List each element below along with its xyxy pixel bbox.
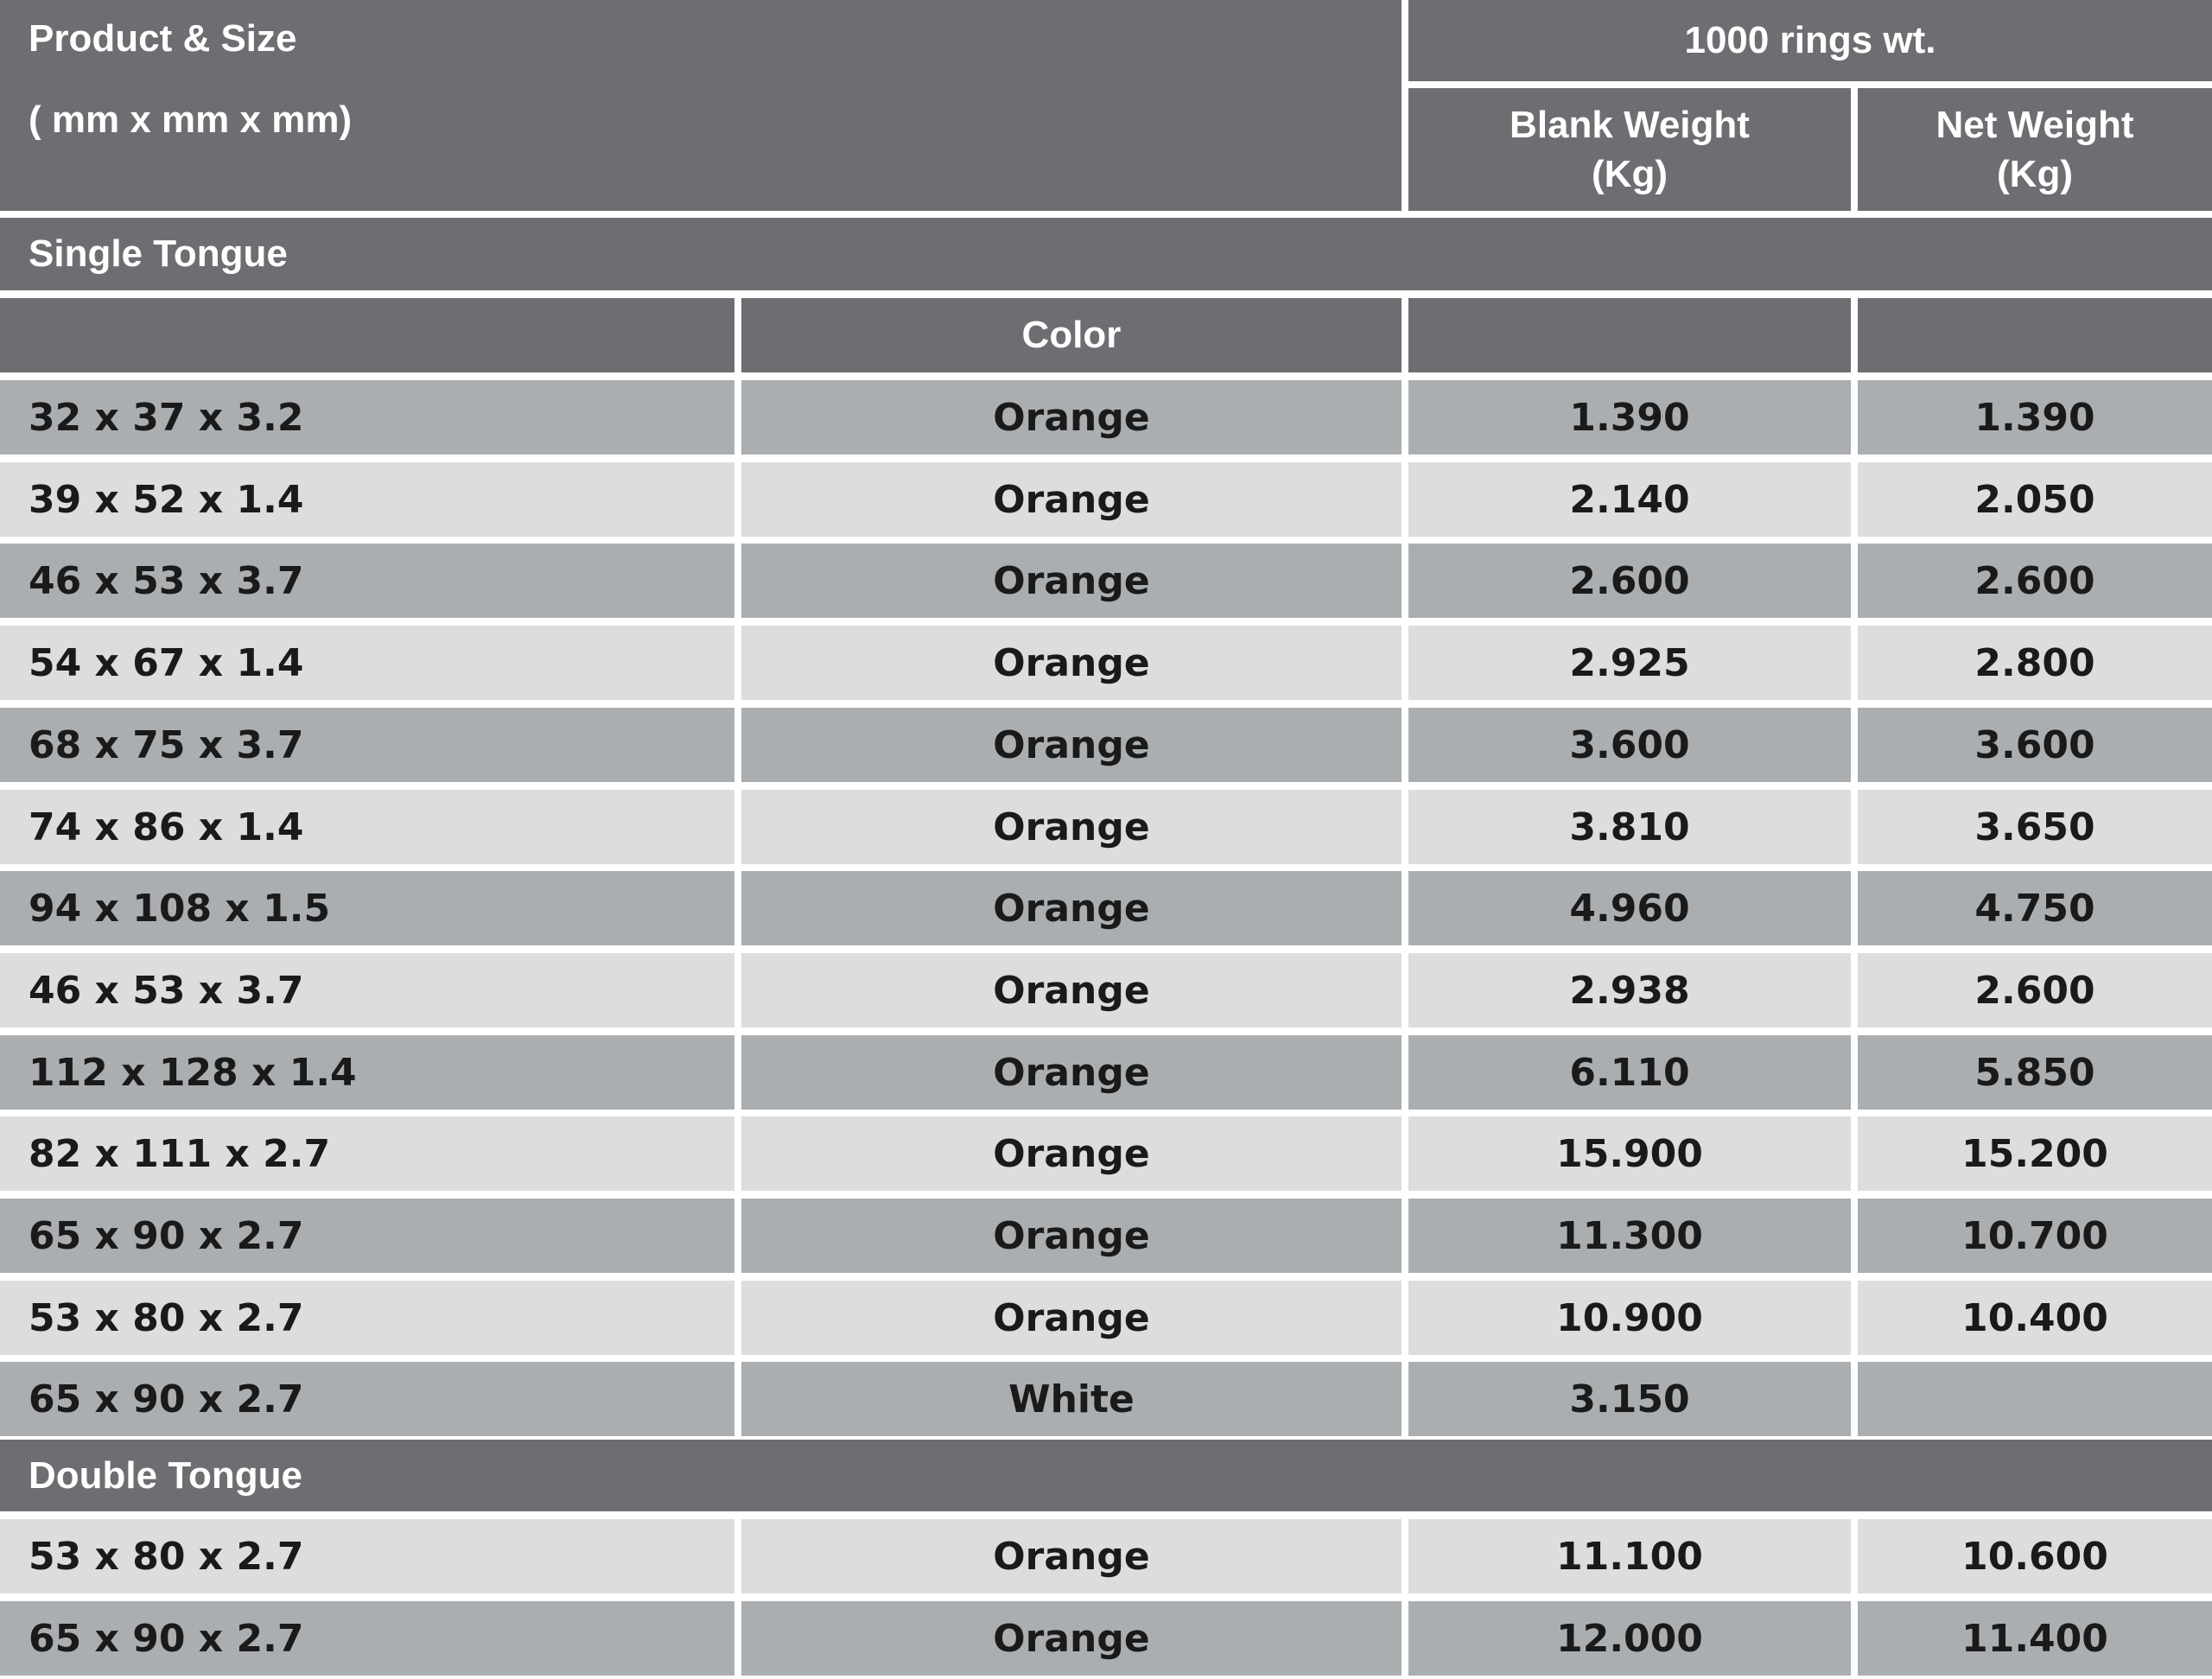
color-cell: Orange: [741, 1281, 1402, 1355]
net-weight-unit: (Kg): [1997, 153, 2073, 195]
net-weight-cell: 10.600: [1858, 1519, 2212, 1593]
net-weight-cell: 1.390: [1858, 380, 2212, 455]
blank-weight-cell: 15.900: [1408, 1116, 1851, 1191]
net-weight-cell: 2.050: [1858, 462, 2212, 537]
blank-weight-cell: 2.938: [1408, 953, 1851, 1027]
product-size-label: Product & Size: [29, 17, 297, 60]
net-weight-cell: [1858, 1362, 2212, 1436]
blank-weight-cell: 3.600: [1408, 708, 1851, 782]
blank-weight-label: Blank Weight: [1510, 104, 1750, 146]
net-weight-cell: 4.750: [1858, 871, 2212, 945]
net-weight-cell: 11.400: [1858, 1601, 2212, 1676]
subheader-blank-cell: [0, 298, 734, 372]
size-cell: 68 x 75 x 3.7: [0, 708, 734, 782]
blank-weight-cell: 10.900: [1408, 1281, 1851, 1355]
product-size-header: [0, 0, 1402, 211]
units-label: ( mm x mm x mm): [29, 99, 353, 141]
blank-weight-cell: 2.140: [1408, 462, 1851, 537]
net-weight-cell: 2.600: [1858, 953, 2212, 1027]
color-cell: Orange: [741, 462, 1402, 537]
blank-weight-cell: 3.810: [1408, 790, 1851, 864]
section-title: Double Tongue: [0, 1440, 2212, 1511]
net-weight-cell: 3.650: [1858, 790, 2212, 864]
color-cell: Orange: [741, 790, 1402, 864]
size-cell: 112 x 128 x 1.4: [0, 1035, 734, 1110]
subheader-blank-cell: [1858, 298, 2212, 372]
net-weight-cell: 15.200: [1858, 1116, 2212, 1191]
color-cell: Orange: [741, 708, 1402, 782]
size-cell: 46 x 53 x 3.7: [0, 544, 734, 618]
size-cell: 54 x 67 x 1.4: [0, 626, 734, 700]
size-cell: 53 x 80 x 2.7: [0, 1281, 734, 1355]
color-cell: White: [741, 1362, 1402, 1436]
color-header: Color: [741, 298, 1402, 372]
net-weight-label: Net Weight: [1936, 104, 2134, 146]
color-cell: Orange: [741, 953, 1402, 1027]
color-cell: Orange: [741, 1199, 1402, 1273]
net-weight-cell: 2.600: [1858, 544, 2212, 618]
blank-weight-cell: 2.600: [1408, 544, 1851, 618]
color-cell: Orange: [741, 1519, 1402, 1593]
color-cell: Orange: [741, 1035, 1402, 1110]
blank-weight-cell: 4.960: [1408, 871, 1851, 945]
subheader-blank-cell: [1408, 298, 1851, 372]
color-cell: Orange: [741, 871, 1402, 945]
size-cell: 65 x 90 x 2.7: [0, 1601, 734, 1676]
blank-weight-cell: 2.925: [1408, 626, 1851, 700]
color-cell: Orange: [741, 1601, 1402, 1676]
blank-weight-cell: 3.150: [1408, 1362, 1851, 1436]
blank-weight-cell: 12.000: [1408, 1601, 1851, 1676]
net-weight-cell: 2.800: [1858, 626, 2212, 700]
net-weight-cell: 3.600: [1858, 708, 2212, 782]
size-cell: 39 x 52 x 1.4: [0, 462, 734, 537]
group-header-1000-rings: 1000 rings wt.: [1408, 0, 2212, 81]
blank-weight-header: [1408, 88, 1851, 211]
blank-weight-cell: 6.110: [1408, 1035, 1851, 1110]
blank-weight-cell: 11.100: [1408, 1519, 1851, 1593]
net-weight-cell: 10.700: [1858, 1199, 2212, 1273]
size-cell: 46 x 53 x 3.7: [0, 953, 734, 1027]
size-cell: 74 x 86 x 1.4: [0, 790, 734, 864]
size-cell: 53 x 80 x 2.7: [0, 1519, 734, 1593]
size-cell: 82 x 111 x 2.7: [0, 1116, 734, 1191]
color-cell: Orange: [741, 626, 1402, 700]
size-cell: 65 x 90 x 2.7: [0, 1362, 734, 1436]
blank-weight-cell: 1.390: [1408, 380, 1851, 455]
color-cell: Orange: [741, 1116, 1402, 1191]
section-title: Single Tongue: [0, 218, 2212, 290]
color-cell: Orange: [741, 544, 1402, 618]
net-weight-cell: 5.850: [1858, 1035, 2212, 1110]
blank-weight-unit: (Kg): [1592, 153, 1668, 195]
net-weight-header: [1858, 88, 2212, 211]
color-cell: Orange: [741, 380, 1402, 455]
net-weight-cell: 10.400: [1858, 1281, 2212, 1355]
size-cell: 65 x 90 x 2.7: [0, 1199, 734, 1273]
size-cell: 32 x 37 x 3.2: [0, 380, 734, 455]
blank-weight-cell: 11.300: [1408, 1199, 1851, 1273]
size-cell: 94 x 108 x 1.5: [0, 871, 734, 945]
